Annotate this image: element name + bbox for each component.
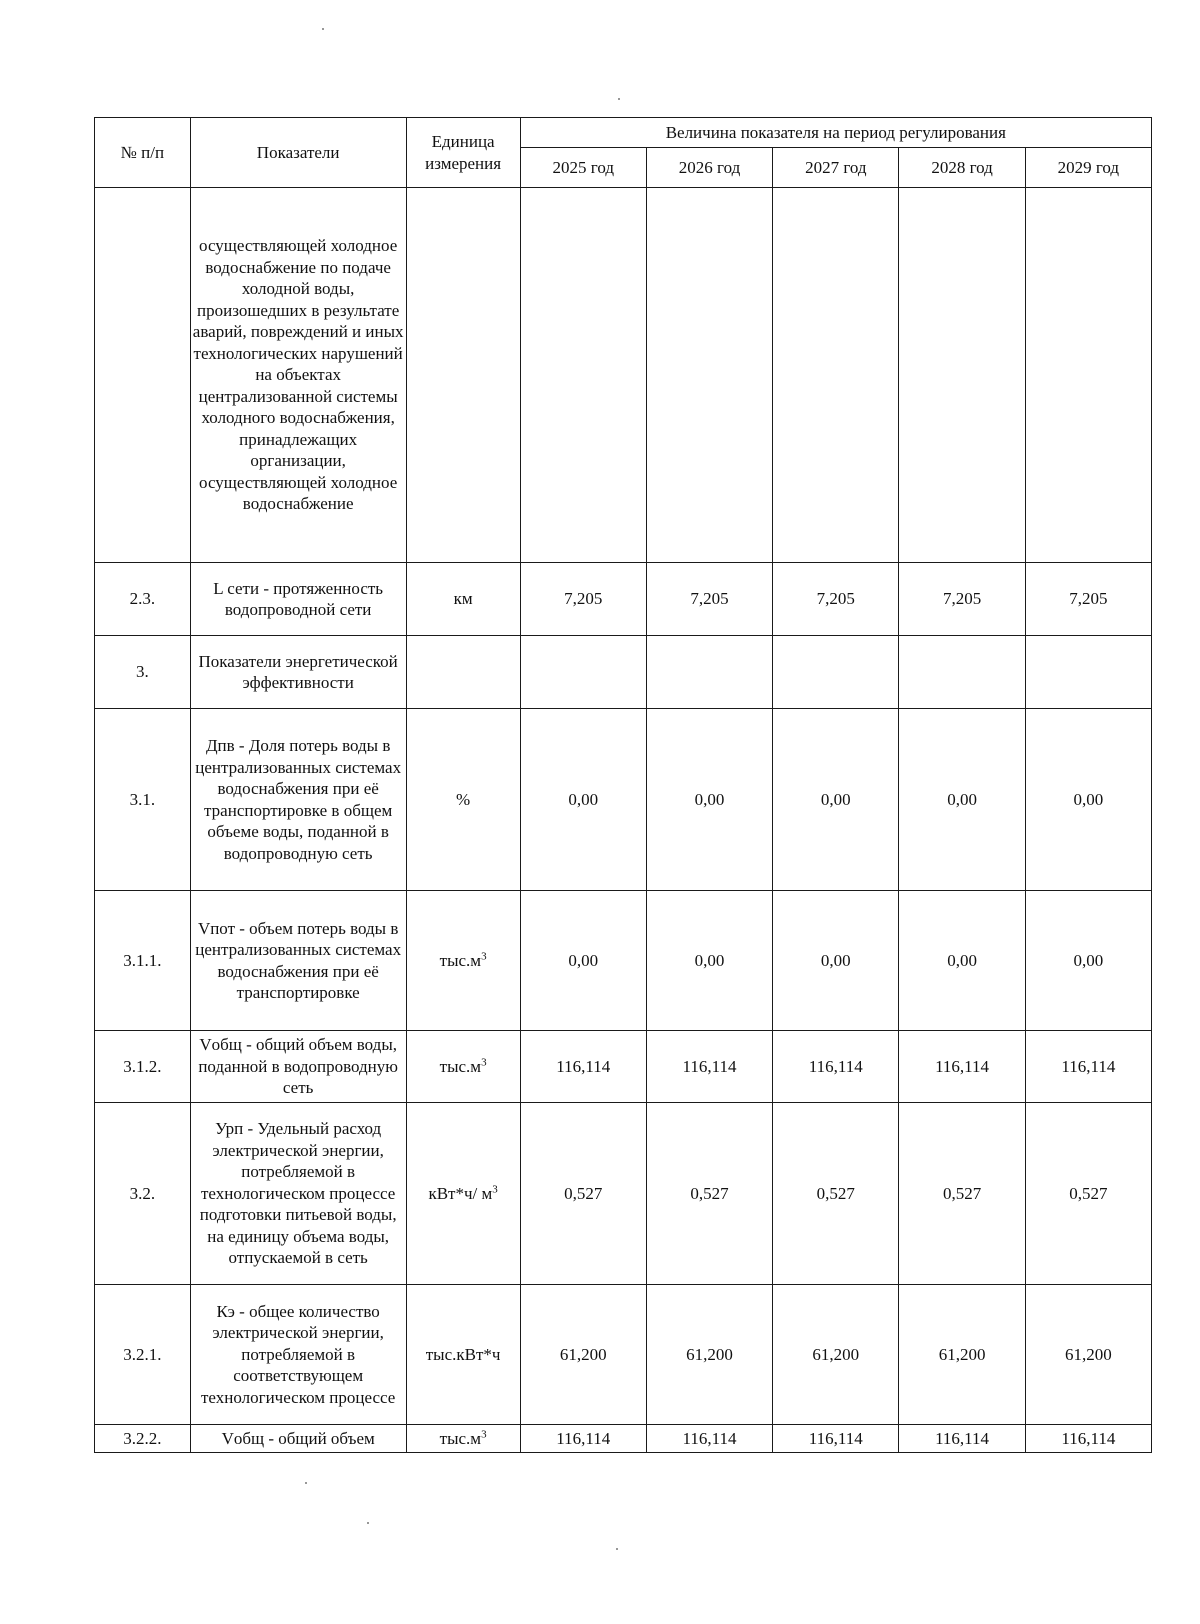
value-2026: 61,200 bbox=[646, 1285, 772, 1425]
indicator-name: Показатели энергетической эффективности bbox=[190, 636, 406, 709]
indicator-name: Урп - Удельный расход электрической энергии, потребляемой в технологическом процессе подготовки питьевой воды, на единицу объема воды, отпускаемой в сеть bbox=[190, 1103, 406, 1285]
value-2027: 0,00 bbox=[773, 891, 899, 1031]
header-year: 2026 год bbox=[646, 148, 772, 188]
value-2026: 116,114 bbox=[646, 1031, 772, 1103]
value-2025: 0,00 bbox=[520, 709, 646, 891]
indicator-name: Vобщ - общий объем bbox=[190, 1425, 406, 1453]
row-number: 3.2. bbox=[95, 1103, 191, 1285]
header-period: Величина показателя на период регулирования bbox=[520, 118, 1151, 148]
value-2029: 0,00 bbox=[1025, 891, 1151, 1031]
indicators-table bbox=[94, 117, 1152, 1453]
row-number bbox=[95, 188, 191, 563]
value-2029: 116,114 bbox=[1025, 1031, 1151, 1103]
value-2027: 0,00 bbox=[773, 709, 899, 891]
unit-cell bbox=[406, 563, 520, 636]
scan-speck bbox=[616, 1548, 618, 1550]
row-number: 3. bbox=[95, 636, 191, 709]
value-2025: 0,527 bbox=[520, 1103, 646, 1285]
value-2025 bbox=[520, 636, 646, 709]
indicator-name: L сети - протяженность водопроводной сети bbox=[190, 563, 406, 636]
indicator-name: Vобщ - общий объем воды, поданной в водопроводную сеть bbox=[190, 1031, 406, 1103]
unit-cell bbox=[406, 1425, 520, 1453]
value-2028: 61,200 bbox=[899, 1285, 1025, 1425]
value-2029: 116,114 bbox=[1025, 1425, 1151, 1453]
scan-speck bbox=[618, 98, 620, 100]
unit-cell bbox=[406, 1031, 520, 1103]
table-row bbox=[95, 1425, 1152, 1453]
value-2026: 0,00 bbox=[646, 891, 772, 1031]
table-row bbox=[95, 1031, 1152, 1103]
indicator-name: Vпот - объем потерь воды в централизованных системах водоснабжения при её транспортировке bbox=[190, 891, 406, 1031]
value-2025: 116,114 bbox=[520, 1031, 646, 1103]
value-2029: 61,200 bbox=[1025, 1285, 1151, 1425]
unit-superscript: 3 bbox=[481, 950, 487, 963]
scan-speck bbox=[305, 1482, 307, 1484]
value-2026: 0,00 bbox=[646, 709, 772, 891]
value-2027: 61,200 bbox=[773, 1285, 899, 1425]
value-2026: 116,114 bbox=[646, 1425, 772, 1453]
unit-cell bbox=[406, 709, 520, 891]
value-2025: 116,114 bbox=[520, 1425, 646, 1453]
unit-cell bbox=[406, 1103, 520, 1285]
value-2028: 116,114 bbox=[899, 1425, 1025, 1453]
table-row bbox=[95, 636, 1152, 709]
value-2028: 0,00 bbox=[899, 709, 1025, 891]
header-year: 2028 год bbox=[899, 148, 1025, 188]
table-row bbox=[95, 563, 1152, 636]
value-2025: 7,205 bbox=[520, 563, 646, 636]
unit-cell bbox=[406, 636, 520, 709]
row-number: 3.1. bbox=[95, 709, 191, 891]
table-row bbox=[95, 709, 1152, 891]
value-2027 bbox=[773, 636, 899, 709]
table-row bbox=[95, 1103, 1152, 1285]
unit-cell bbox=[406, 1285, 520, 1425]
unit-text: тыс.м bbox=[439, 950, 482, 970]
value-2027 bbox=[773, 188, 899, 563]
header-year: 2027 год bbox=[773, 148, 899, 188]
table-row bbox=[95, 1285, 1152, 1425]
unit-superscript: 3 bbox=[481, 1056, 487, 1069]
value-2026 bbox=[646, 188, 772, 563]
scan-speck bbox=[322, 28, 324, 30]
value-2027: 116,114 bbox=[773, 1425, 899, 1453]
value-2028: 7,205 bbox=[899, 563, 1025, 636]
row-number: 2.3. bbox=[95, 563, 191, 636]
value-2027: 116,114 bbox=[773, 1031, 899, 1103]
value-2029: 0,00 bbox=[1025, 709, 1151, 891]
value-2029 bbox=[1025, 188, 1151, 563]
header-num: № п/п bbox=[95, 118, 191, 188]
row-number: 3.1.1. bbox=[95, 891, 191, 1031]
value-2028: 0,00 bbox=[899, 891, 1025, 1031]
unit-superscript: 3 bbox=[481, 1428, 487, 1441]
unit-cell bbox=[406, 188, 520, 563]
header-indicators: Показатели bbox=[190, 118, 406, 188]
row-number: 3.2.1. bbox=[95, 1285, 191, 1425]
header-unit: Единица измерения bbox=[406, 118, 520, 188]
row-number: 3.1.2. bbox=[95, 1031, 191, 1103]
unit-superscript: 3 bbox=[492, 1183, 498, 1196]
value-2029: 7,205 bbox=[1025, 563, 1151, 636]
scan-speck bbox=[367, 1522, 369, 1524]
unit-text: тыс.м bbox=[439, 1056, 482, 1076]
value-2028 bbox=[899, 188, 1025, 563]
unit-text: тыс.кВт*ч bbox=[425, 1344, 501, 1364]
value-2025: 61,200 bbox=[520, 1285, 646, 1425]
value-2029 bbox=[1025, 636, 1151, 709]
unit-text: км bbox=[453, 589, 473, 609]
value-2027: 0,527 bbox=[773, 1103, 899, 1285]
indicator-name: Дпв - Доля потерь воды в централизованных системах водоснабжения при её транспортировке в общем объеме воды, поданной в водопроводную сеть bbox=[190, 709, 406, 891]
value-2028: 116,114 bbox=[899, 1031, 1025, 1103]
indicator-name: Кэ - общее количество электрической энергии, потребляемой в соответствующем технологическом процессе bbox=[190, 1285, 406, 1425]
value-2025 bbox=[520, 188, 646, 563]
header-year: 2025 год bbox=[520, 148, 646, 188]
value-2028: 0,527 bbox=[899, 1103, 1025, 1285]
indicator-name: осуществляющей холодное водоснабжение по подаче холодной воды, произошедших в результате аварий, повреждений и иных технологических нарушений на объектах централизованной системы холодного водоснабжения, принадлежащих организации, осуществляющей холодное водоснабжение bbox=[190, 188, 406, 563]
row-number: 3.2.2. bbox=[95, 1425, 191, 1453]
unit-text: кВт*ч/ м bbox=[428, 1183, 493, 1203]
unit-text: тыс.м bbox=[439, 1428, 482, 1448]
table-row bbox=[95, 188, 1152, 563]
value-2025: 0,00 bbox=[520, 891, 646, 1031]
value-2029: 0,527 bbox=[1025, 1103, 1151, 1285]
value-2026: 7,205 bbox=[646, 563, 772, 636]
value-2026: 0,527 bbox=[646, 1103, 772, 1285]
value-2028 bbox=[899, 636, 1025, 709]
header-row-top bbox=[95, 118, 1152, 148]
table-row bbox=[95, 891, 1152, 1031]
value-2027: 7,205 bbox=[773, 563, 899, 636]
header-year: 2029 год bbox=[1025, 148, 1151, 188]
value-2026 bbox=[646, 636, 772, 709]
unit-cell bbox=[406, 891, 520, 1031]
unit-text: % bbox=[456, 789, 471, 809]
